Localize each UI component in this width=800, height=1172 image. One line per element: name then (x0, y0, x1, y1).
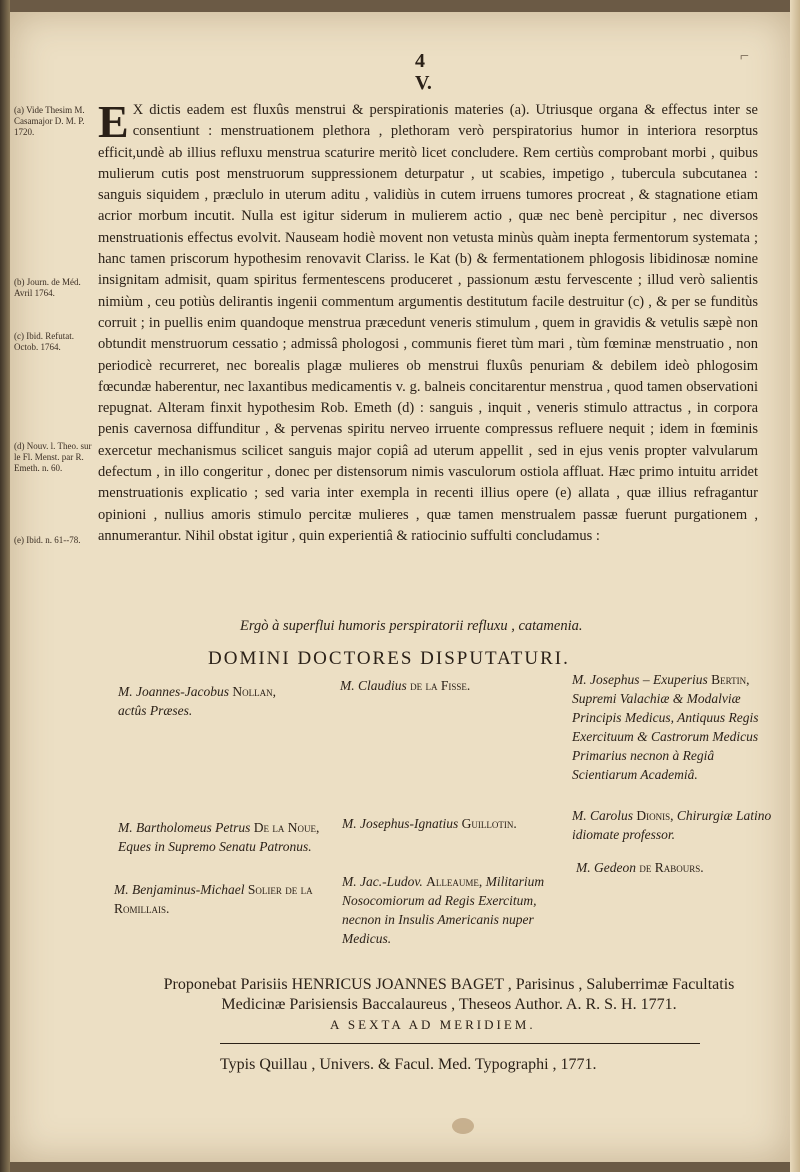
doctor-detail: actûs Præses. (118, 703, 193, 718)
doctor-entry (342, 872, 557, 948)
doctor-given-name: M. Bartholomeus Petrus (118, 820, 254, 835)
divider-rule (220, 1043, 700, 1044)
doctor-surname: Dionis, (636, 808, 674, 823)
doctor-entry (572, 670, 772, 784)
margin-note-a: (a) Vide Thesim M. Casamajor D. M. P. 1720. (14, 105, 85, 137)
doctor-detail: Chirurgiæ Latino idiomate professor. (572, 808, 772, 842)
page-left-edge (0, 0, 10, 1172)
doctor-surname: de Rabours. (639, 860, 704, 875)
author-line-2: Medicinæ Parisiensis Baccalaureus , Theseos Author. A. R. S. H. 1771. (221, 996, 677, 1013)
margin-note-b: (b) Journ. de Méd. Avril 1764. (14, 277, 81, 298)
doctor-surname: Solier de la Romillais. (114, 882, 313, 916)
drop-cap: E (98, 96, 129, 147)
thesis-statement: Ergò à superflui humoris perspiratorii refluxu , catamenia. (240, 618, 583, 634)
ink-stain (452, 1118, 474, 1134)
margin-note-c: (c) Ibid. Refutat. Octob. 1764. (14, 331, 74, 352)
doctor-entry (342, 814, 557, 833)
page-number: 4 (415, 50, 425, 72)
time-line: A SEXTA AD MERIDIEM. (330, 1017, 536, 1032)
corner-mark: ⌐ (740, 48, 750, 65)
doctor-detail: Eques in Supremo Senatu Patronus. (118, 839, 312, 854)
doctor-given-name: M. Joannes-Jacobus (118, 684, 233, 699)
doctor-surname: Guillotin. (461, 816, 517, 831)
doctor-given-name: M. Jac.-Ludov. (342, 874, 427, 889)
body-text: X dictis eadem est fluxûs menstrui & perspirationis materies (a). Utriusque organa & effectus inter se consentiunt : menstruationem plethora , plethoram verò perspiratorius humor in interiora resorptus efficit,undè ab illius refluxu menstrua scaturire meritò licet concludere. Rem certiùs comprobant morbi , quibus mulierum cutis post menstruorum suppressionem deturpatur , ut scabies, impetigo , tubercula subcutanea : sanguis siquidem , præclulo in uterum aditu , validiùs in cutem irruens tumores procreat , & stagnatione etiam acrior morbum incutit. Nulla est igitur siderum in mulierem actio , quæ nec benè percipitur , nec diversos menstruationis effectus evolvit. Nauseam hodiè movent non vetusta minùs quàm inepta fermentorum systemata ; hanc tamen priscorum hypothesim renovavit Clariss. le Kat (b) & fermentationem phlogosis libidinosæ nomine insignitam admisit, quam spiritus fermentescens produceret , passionum æstu fervescente ; illud verò salientis nimiùm , ceu potiùs delirantis ingenii commentum argumentis destitutum facile destruitur (c) , & per se funditùs corruit ; in puellis enim quandoque menstrua præcedunt veneris stimulum , quem in gravidis & vetulis sæpè non obtundit menstruorum cessatio ; admissâ phologosi , communis fieret tùm mari , tùm fœminæ menstruatio , non periodicè recurreret, nec borealis plagæ mulieres ob menstrui fluxûs penuriam & debilem ideò phlogosim fœcundæ haberentur, nec laxantibus medicamentis v. g. balneis concitarentur menstrua , quod tamen observationi repugnat. Alteram finxit hypothesim Rob. Emeth (d) : sanguis , inquit , veneris stimulo attractus , in corpora penis cavernosa diffunditur , & pervenas spiritu nerveo irruente compressus refluere nequit ; idem in fœminis exercetur mechanismus scilicet sanguis major copiâ ad uterum appellit , sed in ejus venis propter valvularum defectum , in illo congeritur , donec per distensorum nimis vasculorum ostiola affluat. Hæc primo intuitu arridet menstruationis explicatio ; sed varia inter exempla in recenti illius opere (e) allata , quæ illius refragantur opinioni , nullius amoris stimulo percitæ mulieres , quæ tamen menstrualem passæ fuerunt purgationem , annumerantur. Nihil obstat igitur , quin experientiâ & ratiocinio suffulti concludamus : (98, 102, 758, 544)
author-statement (114, 975, 784, 1015)
doctor-given-name: M. Claudius (340, 678, 411, 693)
margin-note-d: (d) Nouv. l. Theo. sur le Fl. Menst. par R. Emeth. n. 60. (14, 441, 92, 473)
doctors-heading: DOMINI DOCTORES DISPUTATURI. (208, 648, 570, 669)
body-paragraph (98, 96, 758, 547)
doctor-detail: Supremi Valachiæ & Modalviæ Principis Medicus, Antiquus Regis Exercituum & Castrorum Medicus Primarius necnon à Regiâ Scientiarum Academiâ. (572, 691, 759, 782)
doctor-surname: Bertin, (711, 672, 750, 687)
doctor-entry (114, 880, 334, 918)
margin-note-e: (e) Ibid. n. 61--78. (14, 535, 81, 545)
doctor-surname: de la Fisse. (410, 678, 471, 693)
section-number: V. (415, 72, 432, 94)
doctor-entry (576, 858, 776, 877)
doctor-entry (118, 682, 333, 720)
doctor-surname: Nollan, (232, 684, 276, 699)
doctor-entry (340, 676, 555, 695)
doctor-entry (572, 806, 772, 844)
doctor-given-name: M. Josephus – Exuperius (572, 672, 712, 687)
doctor-surname: Alleaume, (426, 874, 483, 889)
printer-imprint: Typis Quillau , Univers. & Facul. Med. Typographi , 1771. (220, 1056, 597, 1073)
author-line-1: Proponebat Parisiis HENRICUS JOANNES BAGET , Parisinus , Saluberrimæ Facultatis (163, 976, 735, 993)
doctor-surname: De la Noue, (253, 820, 320, 835)
doctor-given-name: M. Gedeon (576, 860, 640, 875)
doctor-given-name: M. Carolus (572, 808, 637, 823)
page-right-edge (790, 0, 800, 1172)
doctor-detail: Militarium Nosocomiorum ad Regis Exercitum, necnon in Insulis Americanis nuper Medicus. (342, 874, 545, 946)
doctor-given-name: M. Josephus-Ignatius (342, 816, 462, 831)
doctor-given-name: M. Benjaminus-Michael (114, 882, 248, 897)
doctor-entry (118, 818, 333, 856)
